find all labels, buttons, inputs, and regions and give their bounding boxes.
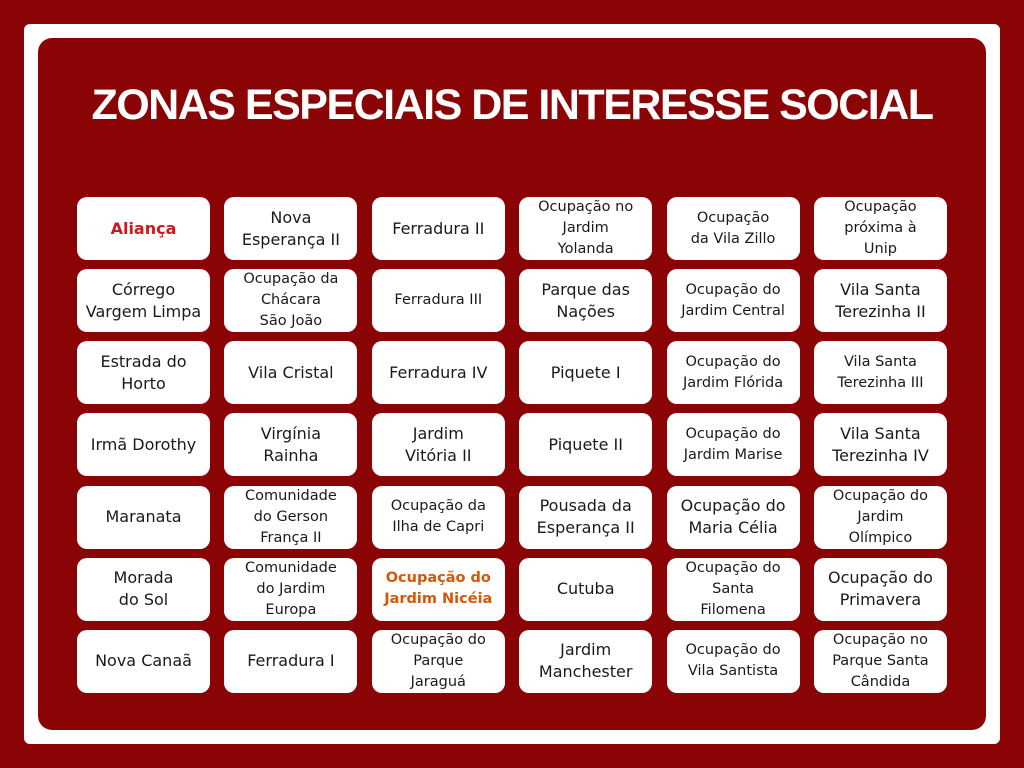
zone-cell[interactable]: Comunidade do Gerson França II bbox=[224, 486, 357, 549]
zone-cell[interactable]: Virgínia Rainha bbox=[224, 413, 357, 476]
zone-cell[interactable]: Pousada da Esperança II bbox=[519, 486, 652, 549]
zone-cell[interactable]: Irmã Dorothy bbox=[77, 413, 210, 476]
zone-cell[interactable]: Ocupação do Jardim Flórida bbox=[667, 341, 800, 404]
zone-cell[interactable]: Ferradura III bbox=[372, 269, 505, 332]
zone-cell[interactable]: Jardim Vitória II bbox=[372, 413, 505, 476]
page-title: ZONAS ESPECIAIS DE INTERESSE SOCIAL bbox=[91, 81, 933, 129]
zone-cell[interactable]: Ocupação da Ilha de Capri bbox=[372, 486, 505, 549]
zone-cell[interactable]: Jardim Manchester bbox=[519, 630, 652, 693]
zone-cell[interactable]: Piquete II bbox=[519, 413, 652, 476]
zone-cell[interactable]: Ocupação do Jardim Nicéia bbox=[372, 558, 505, 621]
zone-cell[interactable]: Cutuba bbox=[519, 558, 652, 621]
zone-cell[interactable]: Morada do Sol bbox=[77, 558, 210, 621]
zone-cell[interactable]: Parque das Nações bbox=[519, 269, 652, 332]
zone-cell[interactable]: Piquete I bbox=[519, 341, 652, 404]
zone-cell[interactable]: Ocupação no Jardim Yolanda bbox=[519, 197, 652, 260]
zone-cell[interactable]: Ocupação do Jardim Central bbox=[667, 269, 800, 332]
zone-grid bbox=[77, 197, 947, 691]
zone-cell[interactable]: Ocupação do Primavera bbox=[814, 558, 947, 621]
zone-cell[interactable]: Vila Santa Terezinha II bbox=[814, 269, 947, 332]
zone-cell[interactable]: Ferradura II bbox=[372, 197, 505, 260]
zone-cell[interactable]: Comunidade do Jardim Europa bbox=[224, 558, 357, 621]
zone-cell[interactable]: Ocupação do Santa Filomena bbox=[667, 558, 800, 621]
zone-cell[interactable]: Vila Santa Terezinha IV bbox=[814, 413, 947, 476]
zone-cell[interactable]: Ocupação do Parque Jaraguá bbox=[372, 630, 505, 693]
zone-cell[interactable]: Ocupação do Jardim Marise bbox=[667, 413, 800, 476]
zone-cell[interactable]: Vila Cristal bbox=[224, 341, 357, 404]
zone-cell[interactable]: Aliança bbox=[77, 197, 210, 260]
zone-cell[interactable]: Vila Santa Terezinha III bbox=[814, 341, 947, 404]
zone-cell[interactable]: Ocupação próxima à Unip bbox=[814, 197, 947, 260]
zone-cell[interactable]: Córrego Vargem Limpa bbox=[77, 269, 210, 332]
zone-cell[interactable]: Maranata bbox=[77, 486, 210, 549]
zone-cell[interactable]: Nova Canaã bbox=[77, 630, 210, 693]
zone-cell[interactable]: Ocupação da Chácara São João bbox=[224, 269, 357, 332]
zone-cell[interactable]: Estrada do Horto bbox=[77, 341, 210, 404]
zone-cell[interactable]: Nova Esperança II bbox=[224, 197, 357, 260]
zone-cell[interactable]: Ocupação no Parque Santa Cândida bbox=[814, 630, 947, 693]
zone-cell[interactable]: Ferradura IV bbox=[372, 341, 505, 404]
zone-cell[interactable]: Ferradura I bbox=[224, 630, 357, 693]
zone-cell[interactable]: Ocupação da Vila Zillo bbox=[667, 197, 800, 260]
zone-cell[interactable]: Ocupação do Maria Célia bbox=[667, 486, 800, 549]
zone-cell[interactable]: Ocupação do Jardim Olímpico bbox=[814, 486, 947, 549]
zone-cell[interactable]: Ocupação do Vila Santista bbox=[667, 630, 800, 693]
